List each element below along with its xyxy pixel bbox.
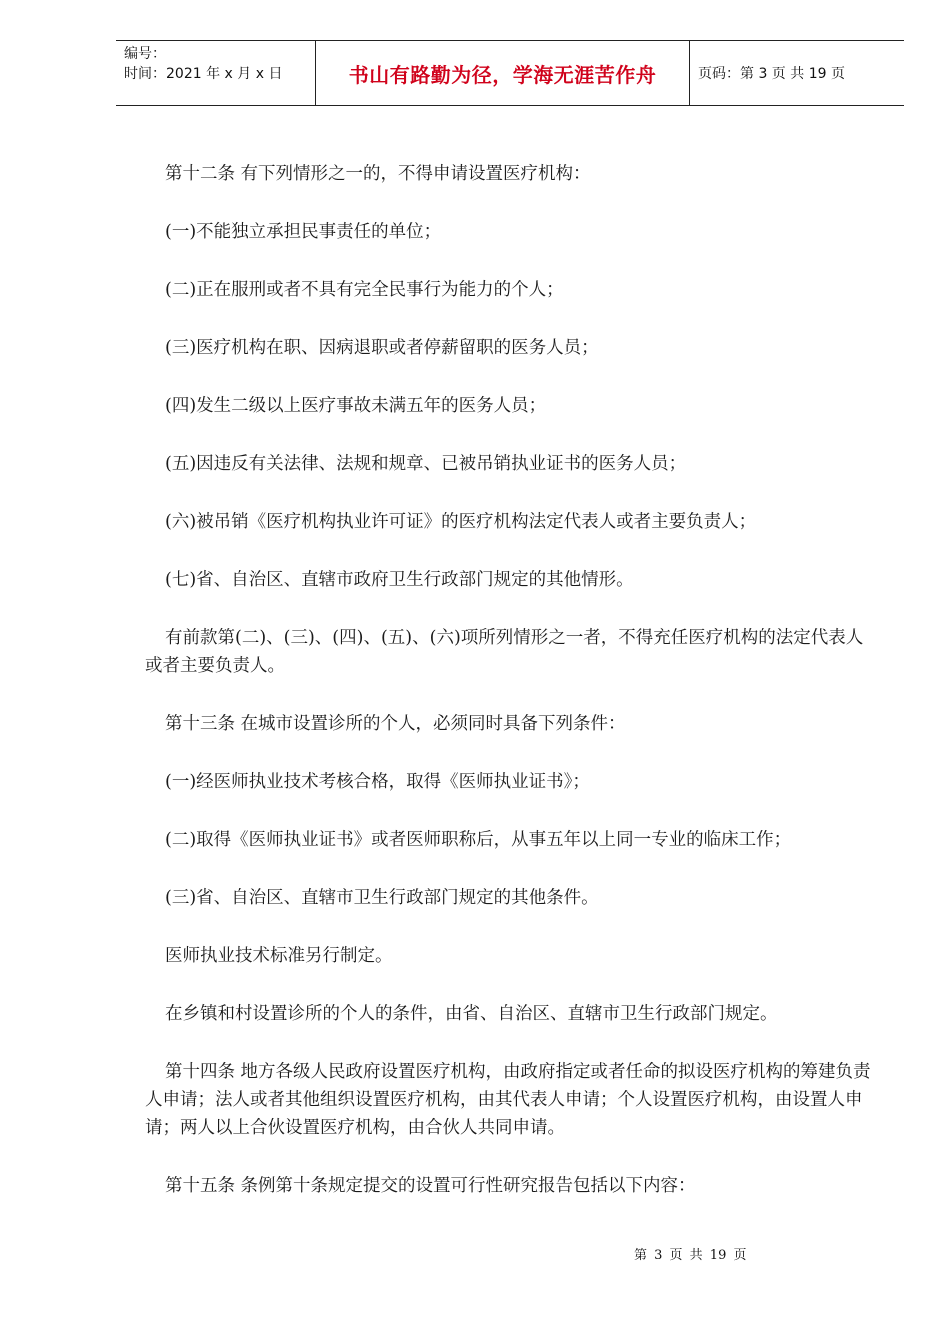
paragraph: (五)因违反有关法律、法规和规章、已被吊销执业证书的医务人员； <box>165 454 687 474</box>
header-page-label: 页码：第 3 页 共 19 页 <box>698 66 845 82</box>
number-label: 编号： <box>124 46 166 62</box>
paragraph: 第十四条 地方各级人民政府设置医疗机构，由政府指定或者任命的拟设医疗机构的筹建负责人申请；法人或者其他组织设置医疗机构，由其代表人申请；个人设置医疗机构，由设置人申请；两人以上合伙设置医疗机构，由合伙人共同申请。 <box>145 1062 871 1138</box>
paragraph: (七)省、自治区、直辖市政府卫生行政部门规定的其他情形。 <box>165 570 634 590</box>
paragraph: (三)医疗机构在职、因病退职或者停薪留职的医务人员； <box>165 338 599 358</box>
paragraph: (三)省、自治区、直辖市卫生行政部门规定的其他条件。 <box>165 888 599 908</box>
paragraph: (一)经医师执业技术考核合格，取得《医师执业证书》； <box>165 772 590 792</box>
page-header <box>116 40 904 106</box>
paragraph: 第十五条 条例第十条规定提交的设置可行性研究报告包括以下内容： <box>165 1176 696 1196</box>
page-footer: 第 3 页 共 19 页 <box>634 1248 747 1263</box>
header-motto: 书山有路勤为径，学海无涯苦作舟 <box>316 41 690 105</box>
paragraph: 第十二条 有下列情形之一的，不得申请设置医疗机构： <box>165 164 591 184</box>
header-info-cell <box>116 41 316 105</box>
paragraph: 有前款第(二)、(三)、(四)、(五)、(六)项所列情形之一者，不得充任医疗机构的法定代表人或者主要负责人。 <box>145 628 864 676</box>
paragraph: 第十三条 在城市设置诊所的个人，必须同时具备下列条件： <box>165 714 626 734</box>
paragraph: (一)不能独立承担民事责任的单位； <box>165 222 442 242</box>
time-label: 时间：2021 年 x 月 x 日 <box>124 66 283 82</box>
paragraph: (二)取得《医师执业证书》或者医师职称后，从事五年以上同一专业的临床工作； <box>165 830 792 850</box>
paragraph: (六)被吊销《医疗机构执业许可证》的医疗机构法定代表人或者主要负责人； <box>165 512 757 532</box>
paragraph: 医师执业技术标准另行制定。 <box>165 946 393 966</box>
paragraph: 在乡镇和村设置诊所的个人的条件，由省、自治区、直辖市卫生行政部门规定。 <box>165 1004 778 1024</box>
paragraph: (四)发生二级以上医疗事故未满五年的医务人员； <box>165 396 547 416</box>
paragraph: (二)正在服刑或者不具有完全民事行为能力的个人； <box>165 280 564 300</box>
